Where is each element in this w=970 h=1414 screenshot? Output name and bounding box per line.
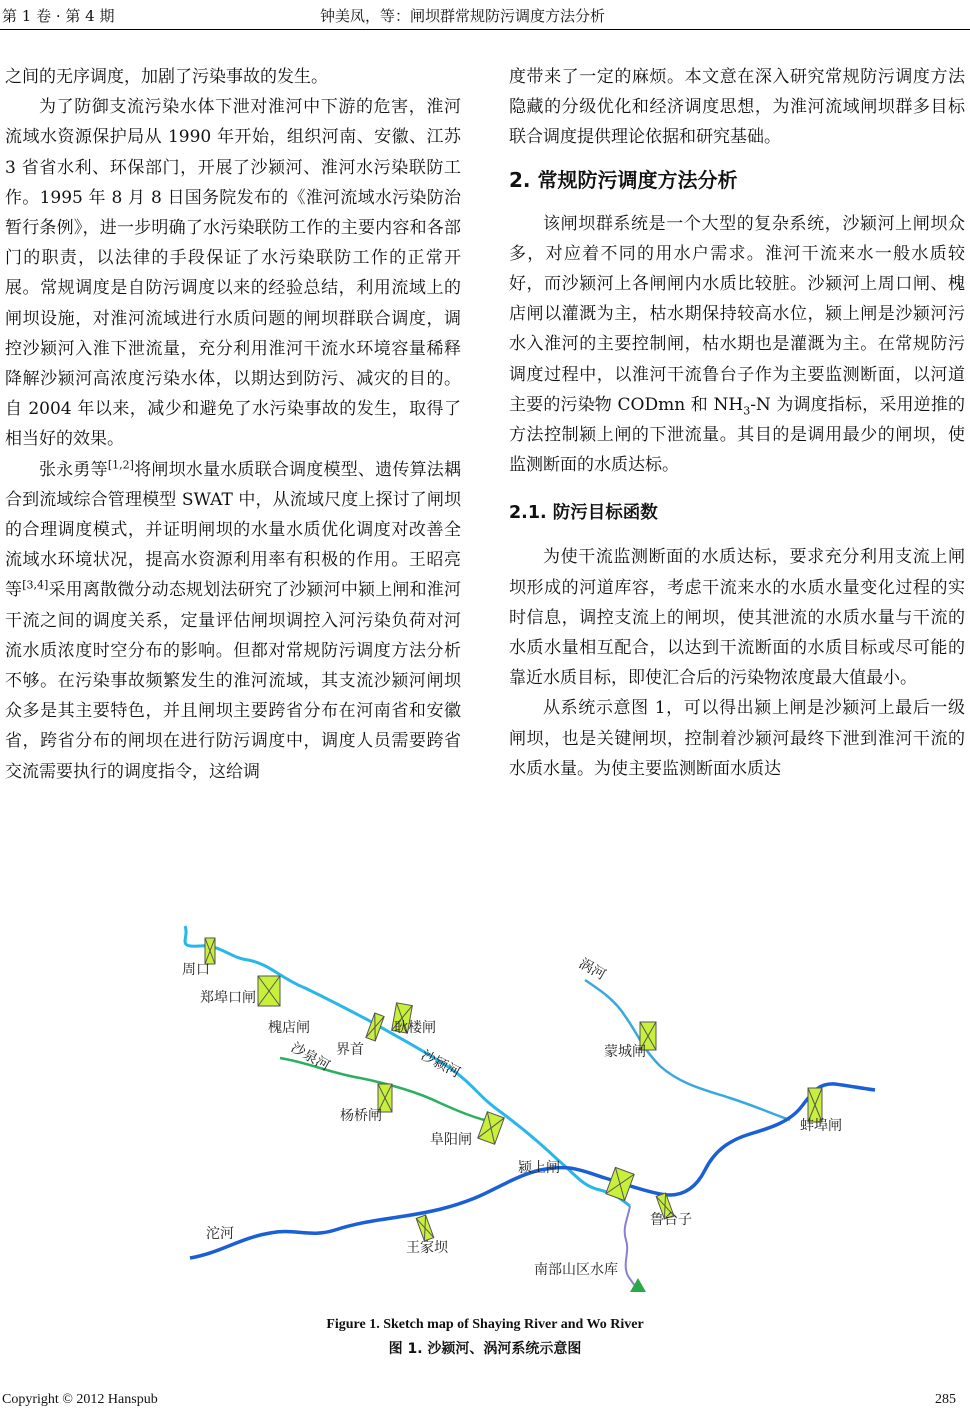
journal-volume: 第 1 卷 · 第 4 期 — [2, 7, 115, 25]
paragraph: 为了防御支流污染水体下泄对淮河中下游的危害，淮河流域水资源保护局从 1990 年开始，组织河南、安徽、江苏 3 省省水利、环保部门，开展了沙颍河、淮河水污染联防工作。1995 年 8 月 8 日国务院发布的《淮河流域水污染防治暂行条例》，进一步明确了水污染联防工作的主要内容和各部门的职责，以法律的手段保证了水污染联防工作的正常开展。常规调度是自防污调度以来的经验总结，利用流域上的闸坝设施，对淮河流域进行水质问题的闸坝群联合调度，调控沙颍河入淮下泄流量，充分利用淮河干流水环境容量稀释降解沙颍河高浓度污染水体，以期达到防污、减灾的目的。自 2004 年以来，减少和避免了水污染事故的发生，取得了相当好的效果。 — [5, 97, 461, 450]
gate-icon-yingshang — [606, 1167, 634, 1200]
label-huaidian: 槐店闸 — [268, 1020, 310, 1036]
copyright: Copyright © 2012 Hanspub — [2, 1392, 158, 1407]
label-fuyang: 阜阳闸 — [430, 1132, 472, 1148]
left-column — [5, 62, 461, 787]
label-bengbu: 蚌埠闸 — [800, 1118, 842, 1134]
citation: [1,2] — [107, 457, 134, 471]
reservoir-triangle-icon — [630, 1278, 646, 1292]
label-yangqiao: 杨桥闸 — [340, 1108, 382, 1124]
label-shaquan-river: 沙泉河 — [288, 1039, 333, 1075]
label-mengcheng: 蒙城闸 — [604, 1044, 646, 1060]
label-tuo-river: 沱河 — [206, 1226, 234, 1242]
page-header — [0, 0, 970, 30]
paragraph: 张永勇等[1,2]将闸坝水量水质联合调度模型、遗传算法耦合到流域综合管理模型 SWAT 中，从流域尺度上探讨了闸坝的合理调度模式，并证明闸坝的水量水质优化调度对改善全流域水环境状况，提高水资源利用率有积极的作用。王昭亮等[3,4]采用离散微分动态规划法研究了沙颍河中颍上闸和淮河干流之间的调度关系，定量评估闸坝调控入河污染负荷对河流水质浓度时空分布的影响。但都对常规防污调度方法分析不够。在污染事故频繁发生的淮河流域，其支流沙颍河闸坝众多是其主要特色，并且闸坝主要跨省分布在河南省和安徽省，跨省分布的闸坝在进行防污调度中，调度人员需要跨省交流需要执行的调度指令，这给调 — [5, 457, 462, 782]
figure-caption-zh: 图 1. 沙颍河、涡河系统示意图 — [388, 1341, 582, 1357]
citation: [3,4] — [22, 578, 49, 592]
figure-caption-en: Figure 1. Sketch map of Shaying River and Wo River — [326, 1317, 644, 1332]
gate-icon-wangjiaba — [416, 1215, 434, 1241]
river-system-map — [130, 908, 890, 1304]
label-guo-river: 涡河 — [576, 955, 609, 984]
label-yingshang: 颍上闸 — [518, 1160, 560, 1176]
paragraph: 从系统示意图 1，可以得出颍上闸是沙颍河上最后一级闸坝，也是关键闸坝，控制着沙颍河最终下泄到淮河干流的水质水量。为使主要监测断面水质达 — [509, 698, 965, 779]
header-rule — [0, 29, 970, 30]
label-genglou: 耿楼闸 — [394, 1020, 436, 1036]
label-zhoukou: 周口 — [182, 962, 210, 978]
paragraph: 为使干流监测断面的水质达标，要求充分利用支流上闸坝形成的河道库容，考虑干流来水的水质水量变化过程的实时信息，调控支流上的闸坝，使其泄流的水质水量与干流的水质水量相互配合，以达到干流断面的水质目标或尽可能的靠近水质目标，即使汇合后的污染物浓度最大值最小。 — [509, 547, 965, 689]
gate-icon-bengbu — [808, 1088, 822, 1122]
gate-icon-zhengbukou — [258, 976, 280, 1006]
gate-icon-zhoukou — [205, 938, 215, 964]
right-column — [509, 62, 965, 784]
label-wangjiaba: 王家坝 — [406, 1240, 448, 1256]
section-heading: 2. 常规防污调度方法分析 — [509, 167, 738, 192]
running-title: 钟美凤，等：闸坝群常规防污调度方法分析 — [320, 7, 606, 25]
shaying-river — [185, 926, 630, 1206]
page-number: 285 — [935, 1392, 956, 1407]
label-jieshou: 界首 — [336, 1042, 364, 1058]
label-zhengbukou: 郑埠口闸 — [200, 990, 256, 1006]
subsection-heading: 2.1. 防污目标函数 — [509, 503, 658, 524]
gate-icon-fuyang — [478, 1112, 504, 1144]
label-lutaizi: 鲁台子 — [650, 1212, 692, 1228]
label-reservoir: 南部山区水库 — [534, 1262, 618, 1278]
reservoir-river — [625, 1206, 638, 1290]
paragraph: 该闸坝群系统是一个大型的复杂系统，沙颍河上闸坝众多，对应着不同的用水户需求。淮河干流来水一般水质较好，而沙颍河上各闸闸内水质比较脏。沙颍河上周口闸、槐店闸以灌溉为主，枯水期保持较高水位，颍上闸是沙颍河污水入淮河的主要控制闸，枯水期也是灌溉为主。在常规防污调度过程中，以淮河干流鲁台子作为主要监测断面，以河道主要的污染物 CODmn 和 $NH_3-N$ 为调度指标，采用逆推的方法控制颍上闸的下泄流量。其目的是调用最少的闸坝，使监测断面的水质达标。 — [509, 213, 965, 476]
paragraph: 度带来了一定的麻烦。本文意在深入研究常规防污调度方法隐藏的分级优化和经济调度思想，为淮河流域闸坝群多目标联合调度提供理论依据和研究基础。 — [509, 67, 965, 148]
label-shaying-river: 沙颍河 — [418, 1047, 463, 1082]
paragraph: 之间的无序调度，加剧了污染事故的发生。 — [5, 67, 328, 87]
